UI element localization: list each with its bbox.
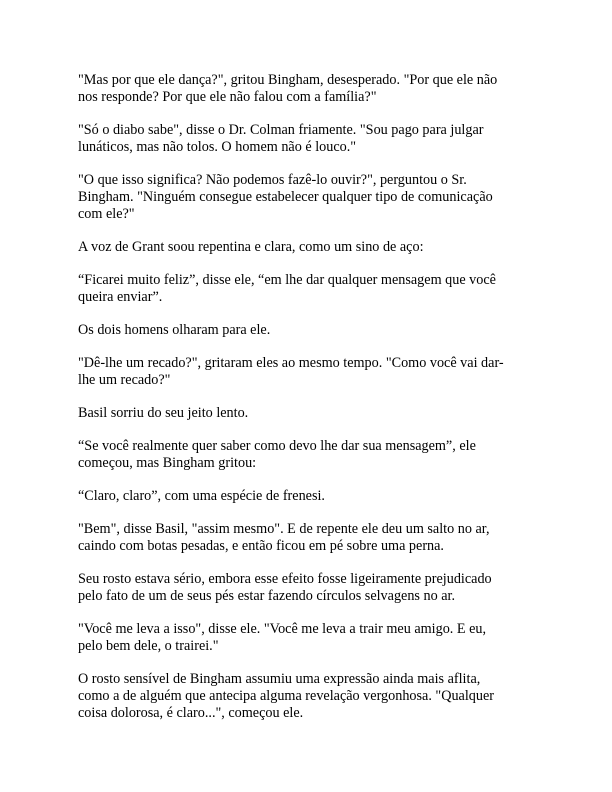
paragraph-14: O rosto sensível de Bingham assumiu uma expressão ainda mais aflita, como a de alguém que antecipa alguma revelação vergonhosa. "Qualquer coisa dolorosa, é claro...", começou ele.: [78, 671, 495, 721]
paragraph-7: "Dê-lhe um recado?", gritaram eles ao mesmo tempo. "Como você vai dar- lhe um recado?": [78, 355, 504, 388]
paragraph-11: "Bem", disse Basil, "assim mesmo". E de repente ele deu um salto no ar, caindo com botas pesadas, e então ficou em pé sobre uma perna.: [78, 521, 490, 554]
paragraph-9: “Se você realmente quer saber como devo lhe dar sua mensagem”, ele começou, mas Bingham gritou:: [78, 438, 476, 471]
paragraph-13: "Você me leva a isso", disse ele. "Você me leva a trair meu amigo. E eu, pelo bem dele, o trairei.": [78, 621, 487, 654]
paragraph-6: Os dois homens olharam para ele.: [78, 322, 271, 338]
paragraph-3: "O que isso significa? Não podemos fazê-lo ouvir?", perguntou o Sr. Bingham. "Ninguém consegue estabelecer qualquer tipo de comunicação com ele?": [78, 172, 493, 222]
paragraph-12: Seu rosto estava sério, embora esse efeito fosse ligeiramente prejudicado pelo fato de um de seus pés estar fazendo círculos selvagens no ar.: [78, 571, 492, 604]
body-text: [78, 72, 540, 738]
paragraph-8: Basil sorriu do seu jeito lento.: [78, 405, 249, 421]
paragraph-10: “Claro, claro”, com uma espécie de frenesi.: [78, 488, 325, 504]
paragraph-1: "Mas por que ele dança?", gritou Bingham, desesperado. "Por que ele não nos responde? Por que ele não falou com a família?": [78, 72, 498, 105]
paragraph-5: “Ficarei muito feliz”, disse ele, “em lhe dar qualquer mensagem que você queira enviar”.: [78, 272, 496, 305]
paragraph-2: "Só o diabo sabe", disse o Dr. Colman friamente. "Sou pago para julgar lunáticos, mas não tolos. O homem não é louco.": [78, 122, 484, 155]
paragraph-4: A voz de Grant soou repentina e clara, como um sino de aço:: [78, 239, 424, 255]
